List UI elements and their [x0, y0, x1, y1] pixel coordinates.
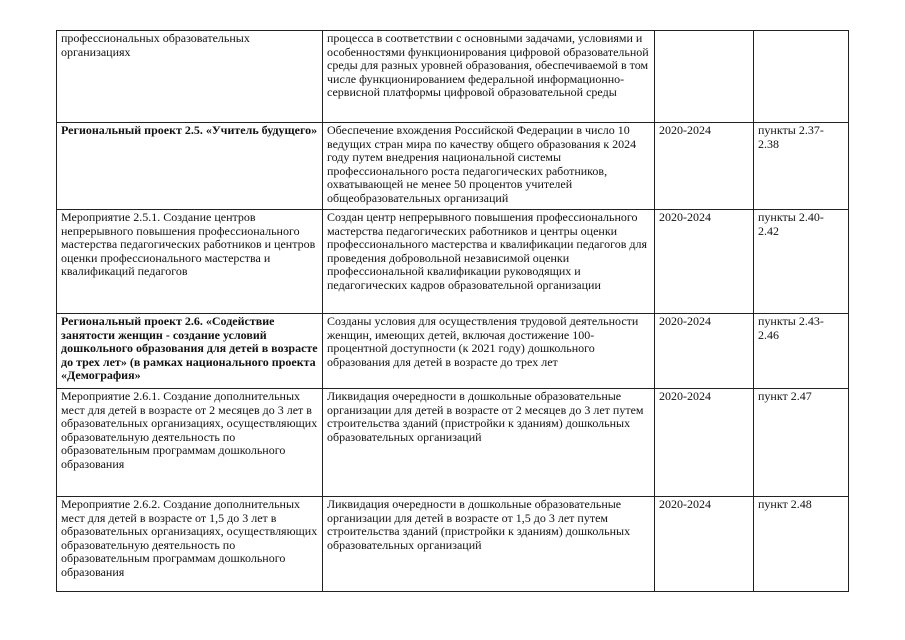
measure-result: процесса в соответствии с основными задачами, условиями и особенностями функционирования цифровой образовательной среды для разных уровней образования, обеспечиваемой в том числе функционированием федеральной информационно-сервисной платформы цифровой образовательной среды	[323, 31, 655, 123]
table-row	[57, 210, 849, 314]
measure-result: Ликвидация очередности в дошкольные образовательные организации для детей в возрасте от 1,5 до 3 лет путем строительства зданий (пристройки к зданиям) дошкольных образовательных организаций	[323, 497, 655, 592]
table-row	[57, 123, 849, 210]
table-row	[57, 314, 849, 389]
measure-name: профессиональных образовательных организациях	[57, 31, 323, 123]
measure-points: пункт 2.48	[754, 497, 849, 592]
measure-period: 2020-2024	[655, 389, 754, 497]
measure-name: Мероприятие 2.6.1. Создание дополнительных мест для детей в возрасте от 2 месяцев до 3 лет в образовательных организациях, осуществляющих образовательную деятельность по образовательным программам дошкольного образования	[57, 389, 323, 497]
measure-points: пункт 2.47	[754, 389, 849, 497]
table-row	[57, 389, 849, 497]
table-row	[57, 497, 849, 592]
measure-period: 2020-2024	[655, 123, 754, 210]
measure-name: Мероприятие 2.5.1. Создание центров непрерывного повышения профессионального мастерства педагогических работников и центров оценки профессионального мастерства и квалификаций педагогов	[57, 210, 323, 314]
measure-points: пункты 2.43-2.46	[754, 314, 849, 389]
measure-result: Обеспечение вхождения Российской Федерации в число 10 ведущих стран мира по качеству общего образования к 2024 году путем внедрения национальной системы профессионального роста педагогических работников, охватывающей не менее 50 процентов учителей общеобразовательных организаций	[323, 123, 655, 210]
measure-points: пункты 2.37-2.38	[754, 123, 849, 210]
measure-name: Региональный проект 2.5. «Учитель будущего»	[57, 123, 323, 210]
measure-name: Мероприятие 2.6.2. Создание дополнительных мест для детей в возрасте от 1,5 до 3 лет в образовательных организациях, осуществляющих образовательную деятельность по образовательным программам дошкольного образования	[57, 497, 323, 592]
measures-table	[56, 30, 849, 592]
measure-period	[655, 31, 754, 123]
measure-result: Созданы условия для осуществления трудовой деятельности женщин, имеющих детей, включая достижение 100-процентной доступности (к 2021 году) дошкольного образования для детей в возрасте до трех лет	[323, 314, 655, 389]
table-row	[57, 31, 849, 123]
measure-points	[754, 31, 849, 123]
measure-result: Ликвидация очередности в дошкольные образовательные организации для детей в возрасте от 2 месяцев до 3 лет путем строительства зданий (пристройки к зданиям) дошкольных образовательных организаций	[323, 389, 655, 497]
measure-name: Региональный проект 2.6. «Содействие занятости женщин - создание условий дошкольного образования для детей в возрасте до трех лет» (в рамках национального проекта «Демография»	[57, 314, 323, 389]
measure-period: 2020-2024	[655, 210, 754, 314]
measure-period: 2020-2024	[655, 497, 754, 592]
measure-period: 2020-2024	[655, 314, 754, 389]
measure-result: Создан центр непрерывного повышения профессионального мастерства педагогических работников и центры оценки профессионального мастерства и квалификации педагогов для проведения добровольной независимой оценки профессиональной квалификации руководящих и педагогических кадров образовательной организации	[323, 210, 655, 314]
measure-points: пункты 2.40-2.42	[754, 210, 849, 314]
